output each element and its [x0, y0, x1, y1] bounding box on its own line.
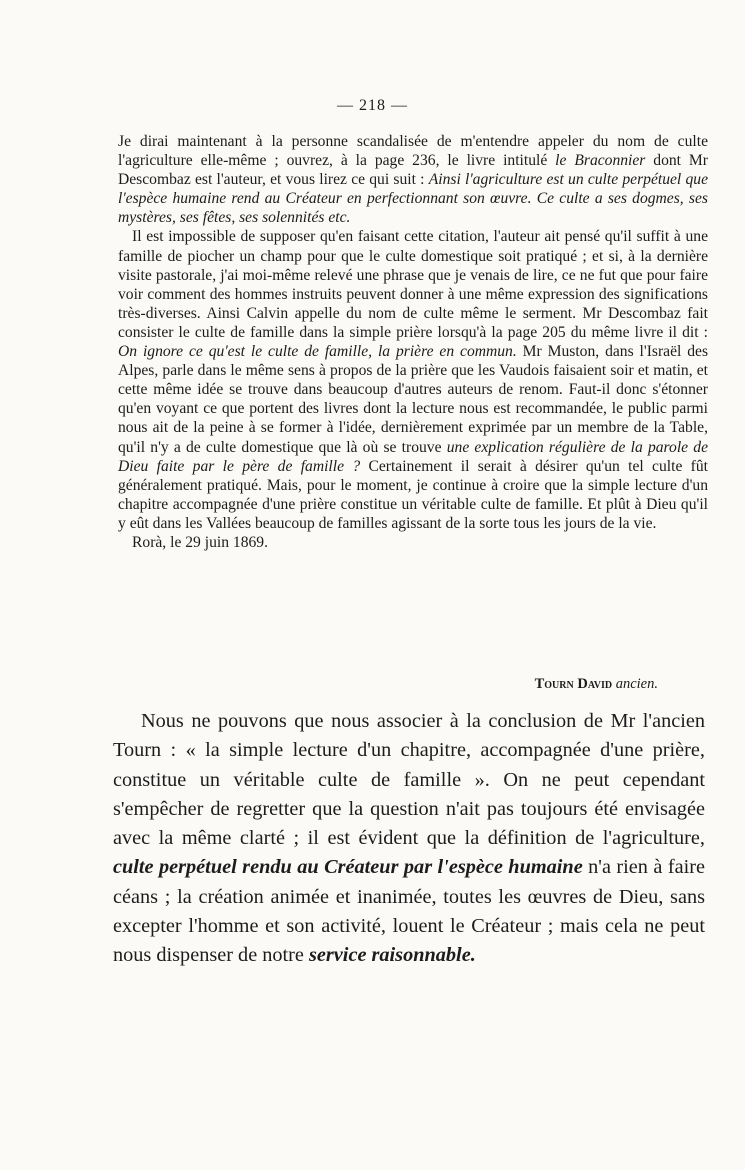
family-worship-quote: On ignore ce qu'est le culte de famille, la prière en commun. — [118, 343, 517, 361]
signature-title: ancien. — [615, 676, 658, 692]
editorial-commentary — [113, 707, 705, 971]
table-member-quote: une explication régulière de la parole de Dieu faite par le père de famille ? — [118, 438, 708, 475]
letter-p1-text-a: Je dirai maintenant à la personne scandalisée de m'entendre appeler du nom de culte l'agriculture elle-même ; ouvrez, à la page 236, le livre intitulé — [118, 133, 708, 170]
page-number: — 218 — — [337, 97, 408, 114]
book-title: le Braconnier — [555, 152, 646, 170]
letter-paragraph-2 — [118, 227, 708, 533]
commentary-text-b: n'a rien à faire céans ; la création animée et inanimée, toutes les œuvres de Dieu, sans excepter l'homme et son activité, louent le Créateur ; mais cela ne peut nous dispenser de notre — [113, 856, 705, 967]
commentary-text-a: Nous ne pouvons que nous associer à la conclusion de Mr l'ancien Tourn : « la simple lecture d'un chapitre, accompagnée d'une prière, constitue un véritable culte de famille ». On ne peut cependant s'empêcher de regretter que la question n'ait pas toujours été envisagée avec la même clarté ; il est évident que la définition de l'agriculture, — [113, 710, 705, 850]
letter-p2-text-a: Il est impossible de supposer qu'en faisant cette citation, l'auteur ait pensé qu'il suffit à une famille de piocher un champ pour que le culte domestique soit pratiqué ; et si, à la dernière visite pastorale, j'ai moi-même relevé une phrase que je venais de lire, ce ne fut que pour faire voir comment des hommes instruits peuvent donner à une même expression des significations très-diverses. Ainsi Calvin appelle du nom de culte même le serment. Mr Descombaz fait consister le culte de famille dans la simple prière lorsqu'à la page 205 du même livre il dit : — [118, 228, 708, 341]
letter-p2-text-c: Certainement il serait à désirer qu'un tel culte fût généralement pratiqué. Mais, pour le moment, je continue à croire que la simple lecture d'un chapitre accompagnée d'une prière constitue un véritable culte de famille. Et plût à Dieu qu'il y eût dans les Vallées beaucoup de familles agissant de la sorte tous les jours de la vie. — [118, 457, 709, 532]
commentary-paragraph — [113, 707, 705, 971]
letter-p2-text-b: Mr Muston, dans l'Israël des Alpes, parle dans le même sens à propos de la prière que les Vaudois faisaient soir et matin, et cette même idée se trouve dans beaucoup d'autres auteurs de renom. Faut-il donc s'étonner qu'en voyant ce que portent des livres dont la lecture nous est recommandée, le public parmi nous ait de la peine à se former à l'idée, dernièrement exprimée par un membre de la Table, qu'il n'y a de culte domestique que là où se trouve — [118, 343, 709, 456]
commentary-quote-2: service raisonnable. — [309, 944, 476, 967]
commentary-quote: culte perpétuel rendu au Créateur par l'espèce humaine — [113, 856, 583, 879]
signature-name: Tourn David — [534, 676, 613, 692]
letter-paragraph-1 — [118, 132, 708, 227]
letter-date-line: Rorà, le 29 juin 1869. — [132, 533, 268, 551]
letter-p1-text-b: dont Mr Descombaz est l'auteur, et vous lirez ce qui suit : — [118, 152, 708, 189]
letter-text — [118, 132, 708, 552]
agriculture-quote: Ainsi l'agriculture est un culte perpétuel que l'espèce humaine rend au Créateur en perfectionnant son œuvre. Ce culte a ses dogmes, ses mystères, ses fêtes, ses solennités etc. — [118, 171, 708, 227]
signature — [118, 676, 658, 693]
